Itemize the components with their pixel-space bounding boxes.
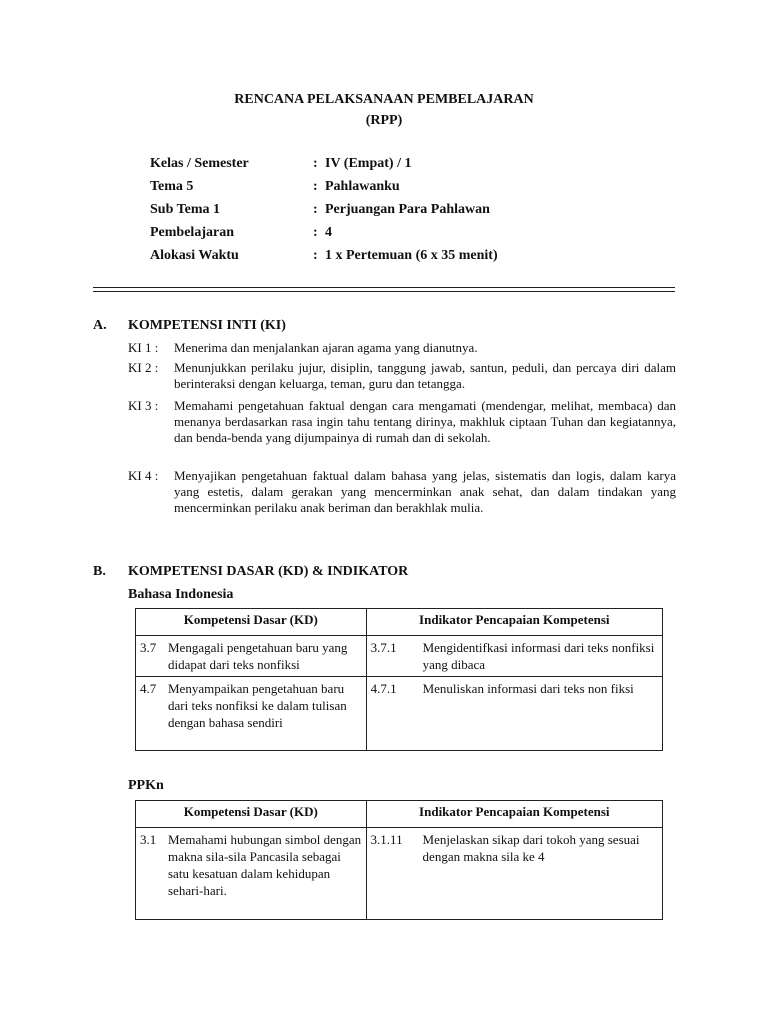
divider-line xyxy=(93,287,675,288)
section-title: KOMPETENSI INTI (KI) xyxy=(128,318,286,333)
document-title: RENCANA PELAKSANAAN PEMBELAJARAN xyxy=(234,92,534,107)
table-row xyxy=(136,828,663,920)
section-letter: B. xyxy=(93,564,106,579)
ki-label: KI 1 : xyxy=(128,340,159,355)
indicator-number: 3.7.1 xyxy=(370,640,397,655)
ki-item xyxy=(128,360,676,392)
ki-text: Memahami pengetahuan faktual dengan cara mengamati (mendengar, melihat, membaca) dan menanya berdasarkan rasa ingin tahu tentang dirinya, makhluk ciptaan Tuhan dan kegiatannya, dan benda-benda yang dijumpainya di rumah dan di sekolah. xyxy=(174,398,676,446)
identity-colon: : xyxy=(313,248,318,263)
indicator-text: Menjelaskan sikap dari tokoh yang sesuai dengan makna sila ke 4 xyxy=(422,832,640,864)
identity-label: Sub Tema 1 xyxy=(150,202,221,217)
ki-item xyxy=(128,468,676,517)
ki-item xyxy=(128,398,676,447)
identity-label: Tema 5 xyxy=(150,179,194,194)
kd-cell xyxy=(136,677,367,751)
kd-cell xyxy=(136,828,367,920)
kd-cell xyxy=(136,636,367,677)
subject-heading-bahasa-indonesia: Bahasa Indonesia xyxy=(128,587,234,602)
kd-table-ppkn xyxy=(135,800,663,920)
ki-text: Menunjukkan perilaku jujur, disiplin, tanggung jawab, santun, peduli, dan percaya diri dalam berinteraksi dengan keluarga, teman, guru dan tetangga. xyxy=(174,360,676,392)
section-a-heading xyxy=(0,318,768,338)
ki-label: KI 4 : xyxy=(128,468,159,483)
identity-value: 1 x Pertemuan (6 x 35 menit) xyxy=(325,248,498,263)
identity-colon: : xyxy=(313,156,318,171)
ki-text: Menyajikan pengetahuan faktual dalam bahasa yang jelas, sistematis dan logis, dalam karya yang estetis, dalam gerakan yang mencerminkan anak sehat, dan dalam tindakan yang mencerminkan perilaku anak beriman dan berakhlak mulia. xyxy=(174,468,676,516)
identity-value: Pahlawanku xyxy=(325,179,400,194)
identity-label: Kelas / Semester xyxy=(150,156,249,171)
ki-text: Menerima dan menjalankan ajaran agama yang dianutnya. xyxy=(174,340,478,355)
identity-label: Pembelajaran xyxy=(150,225,234,240)
divider-line xyxy=(93,291,675,292)
column-header-indicator: Indikator Pencapaian Kompetensi xyxy=(366,609,662,636)
section-b-heading xyxy=(0,564,768,584)
identity-value: 4 xyxy=(325,225,332,240)
ki-item xyxy=(128,340,676,356)
kd-number: 4.7 xyxy=(140,681,157,696)
column-header-kd: Kompetensi Dasar (KD) xyxy=(136,801,367,828)
identity-label: Alokasi Waktu xyxy=(150,248,239,263)
table-header-row xyxy=(136,609,663,636)
kd-table-bahasa-indonesia xyxy=(135,608,663,751)
table-row xyxy=(136,677,663,751)
table-row xyxy=(136,636,663,677)
indicator-cell xyxy=(366,636,662,677)
identity-value: IV (Empat) / 1 xyxy=(325,156,412,171)
indicator-cell xyxy=(366,677,662,751)
kd-text: Mengagali pengetahuan baru yang didapat dari teks nonfiksi xyxy=(168,640,348,672)
indicator-number: 4.7.1 xyxy=(370,681,397,696)
identity-value: Perjuangan Para Pahlawan xyxy=(325,202,490,217)
subject-heading-ppkn: PPKn xyxy=(128,778,164,793)
section-letter: A. xyxy=(93,318,107,333)
kd-text: Memahami hubungan simbol dengan makna sila-sila Pancasila sebagai satu kesatuan dalam kehidupan sehari-hari. xyxy=(168,832,362,898)
identity-colon: : xyxy=(313,202,318,217)
kd-number: 3.7 xyxy=(140,640,157,655)
document-subtitle: (RPP) xyxy=(365,113,403,128)
identity-colon: : xyxy=(313,225,318,240)
indicator-text: Menuliskan informasi dari teks non fiksi xyxy=(422,681,634,696)
kd-number: 3.1 xyxy=(140,832,157,847)
kd-text: Menyampaikan pengetahuan baru dari teks nonfiksi ke dalam tulisan dengan bahasa sendiri xyxy=(168,681,347,730)
table-header-row xyxy=(136,801,663,828)
indicator-text: Mengidentifkasi informasi dari teks nonfiksi yang dibaca xyxy=(422,640,655,672)
section-title: KOMPETENSI DASAR (KD) & INDIKATOR xyxy=(128,564,409,579)
identity-colon: : xyxy=(313,179,318,194)
indicator-number: 3.1.11 xyxy=(370,832,403,847)
ki-label: KI 3 : xyxy=(128,398,159,413)
column-header-kd: Kompetensi Dasar (KD) xyxy=(136,609,367,636)
column-header-indicator: Indikator Pencapaian Kompetensi xyxy=(366,801,662,828)
ki-label: KI 2 : xyxy=(128,360,159,375)
indicator-cell xyxy=(366,828,662,920)
